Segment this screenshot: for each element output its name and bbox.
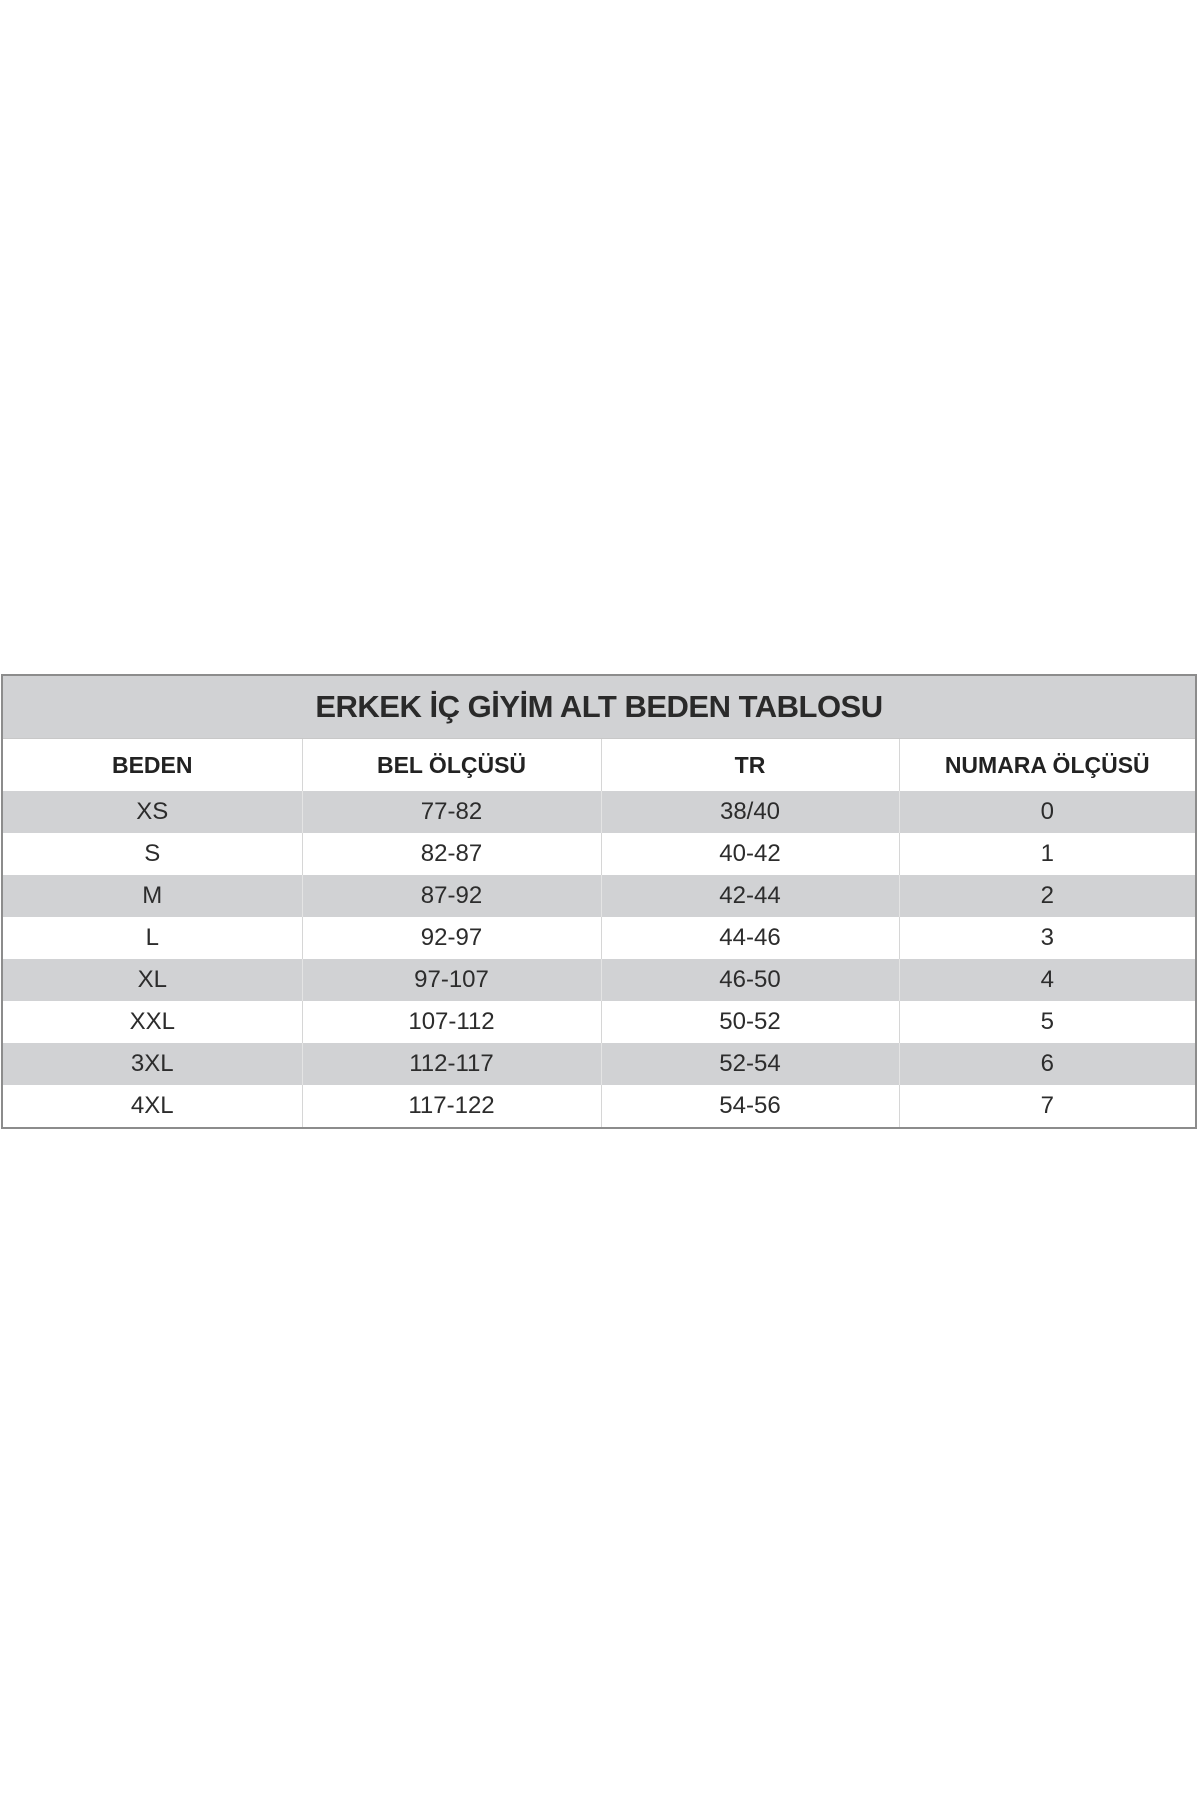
cell-numara-olcusu: 4 (899, 959, 1195, 1001)
size-chart (1, 674, 1197, 1129)
cell-tr: 54-56 (601, 1085, 899, 1127)
cell-bel-olcusu: 77-82 (302, 791, 601, 833)
cell-bel-olcusu: 82-87 (302, 833, 601, 875)
cell-bel-olcusu: 117-122 (302, 1085, 601, 1127)
table-row (3, 791, 1195, 833)
column-header-bel-olcusu: BEL ÖLÇÜSÜ (302, 739, 601, 791)
cell-numara-olcusu: 0 (899, 791, 1195, 833)
cell-numara-olcusu: 5 (899, 1001, 1195, 1043)
cell-tr: 50-52 (601, 1001, 899, 1043)
cell-bel-olcusu: 87-92 (302, 875, 601, 917)
cell-beden: XL (3, 959, 302, 1001)
cell-bel-olcusu: 97-107 (302, 959, 601, 1001)
table-row (3, 833, 1195, 875)
size-table (3, 739, 1195, 1127)
cell-beden: 4XL (130, 1092, 174, 1119)
table-row (3, 1001, 1195, 1043)
cell-tr: 46-50 (601, 959, 899, 1001)
table-row (3, 875, 1195, 917)
cell-bel-olcusu: 92-97 (302, 917, 601, 959)
cell-tr: 52-54 (601, 1043, 899, 1085)
table-row (3, 917, 1195, 959)
cell-tr: 42-44 (601, 875, 899, 917)
column-header-tr: TR (601, 739, 899, 791)
cell-beden: S (144, 840, 161, 867)
cell-beden: L (145, 924, 159, 951)
cell-numara-olcusu: 3 (899, 917, 1195, 959)
cell-numara-olcusu: 2 (899, 875, 1195, 917)
cell-bel-olcusu: 107-112 (302, 1001, 601, 1043)
table-row (3, 959, 1195, 1001)
cell-beden: XS (3, 791, 302, 833)
cell-numara-olcusu: 1 (899, 833, 1195, 875)
cell-tr: 44-46 (601, 917, 899, 959)
cell-tr: 40-42 (601, 833, 899, 875)
cell-tr: 38/40 (601, 791, 899, 833)
table-row (3, 1085, 1195, 1127)
table-row (3, 1043, 1195, 1085)
cell-numara-olcusu: 6 (899, 1043, 1195, 1085)
column-header-beden: BEDEN (3, 739, 302, 791)
table-header-row (3, 739, 1195, 791)
cell-beden: M (3, 875, 302, 917)
chart-title: ERKEK İÇ GİYİM ALT BEDEN TABLOSU (3, 676, 1195, 739)
cell-bel-olcusu: 112-117 (302, 1043, 601, 1085)
cell-beden: 3XL (3, 1043, 302, 1085)
cell-numara-olcusu: 7 (899, 1085, 1195, 1127)
cell-beden: XXL (129, 1008, 175, 1035)
column-header-numara-olcusu: NUMARA ÖLÇÜSÜ (899, 739, 1195, 791)
